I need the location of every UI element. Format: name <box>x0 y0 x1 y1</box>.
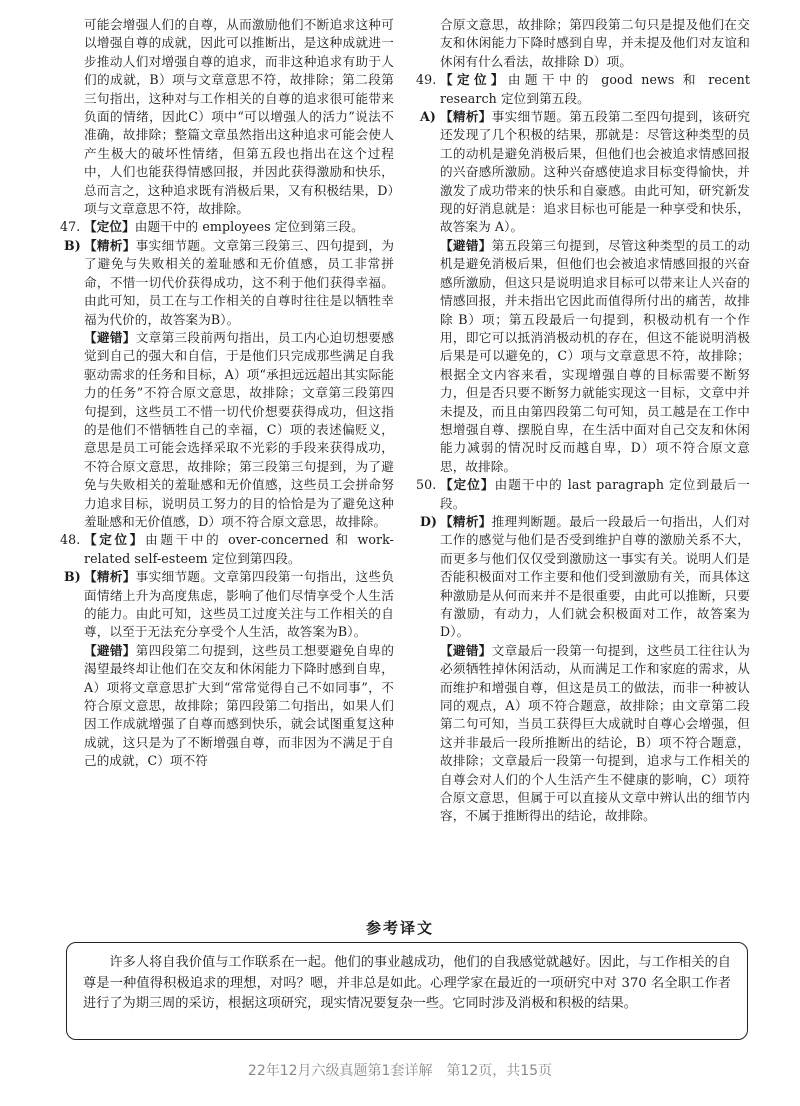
q50-locate-tag: 【定位】 <box>440 477 495 493</box>
q50-error-tag: 【避错】 <box>440 642 492 658</box>
q47-error <box>64 329 394 531</box>
right-column <box>416 16 751 826</box>
translation-box <box>66 942 748 1040</box>
q47-answer: B) <box>64 237 81 253</box>
q49-error <box>420 237 750 476</box>
q50-number: 50. <box>416 477 437 493</box>
q50-answer: D) <box>420 513 438 529</box>
q50-error-text: 文章最后一段第一句提到，这些员工往往认为必须牺牲掉休闲活动，从而满足工作和家庭的需求，从而维护和增强自尊，但这是员工的做法，而非一种被认同的观点，A）项不符合题意，故排除；由文章第二段第二句可知，当员工获得巨大成就时自尊心会增强，但这并非最后一段所推断出的结论，B）项不符合题意，故排除；文章最后一段第一句提到，追求与工作相关的自尊会对人们的个人生活产生不健康的影响，C）项符合原文意思，但属于可以直接从文章中辨认出的细节内容，不属于推断得出的结论，故排除。 <box>440 642 751 824</box>
q49-analysis-text: 事实细节题。第五段第二至四句提到，该研究还发现了几个积极的结果，那就是：尽管这种类型的员工的动机是避免消极后果，但他们也会被追求情感回报的兴奋感所激励。这种兴奋感使追求目标变得愉快，并激发了成功带来的快乐和自豪感。由此可知，研究新发现的好消息就是：追求目标也可能是一种享受和快乐，故答案为 A）。 <box>440 109 751 235</box>
page-footer: 22年12月六级真题第1套详解 第12页，共15页 <box>247 1063 553 1079</box>
section-title: 参考译文 <box>365 919 434 937</box>
q47-error-tag: 【避错】 <box>84 329 136 345</box>
q47-locate <box>60 218 394 236</box>
q48-analysis <box>64 568 394 642</box>
q48-error <box>64 642 394 771</box>
q47-locate-text: 由题干中的 employees 定位到第三段。 <box>134 219 364 235</box>
q46-continuation: 可能会增强人们的自尊，从而激励他们不断追求这种可以增强自尊的成就，因此可以推断出，是这种成就进一步推动人们对增强自尊的追求，而非这种追求有助于人们的成就，B）项与文章意思不符，故排除；第二段第三句指出，这种对与工作相关的自尊的追求很可能带来负面的情绪，因此C）项中“可以增强人的活力”说法不准确，故排除；整篇文章虽然指出这种追求可能会使人产生极大的破坏性情绪，但第五段也指出在这个过程中，人们也能获得情感回报，并因此获得激励和快乐，总而言之，这种追求既有消极后果，又有积极结果，D）项与文章意思不符，故排除。 <box>84 17 394 217</box>
q50-analysis-text: 推理判断题。最后一段最后一句指出，人们对工作的感觉与他们是否受到维护自尊的激励关系不大，而更多与他们仅仅受到激励这一事实有关。说明人们是否能积极面对工作主要和他们受到激励有关，而具体这种激励是从何而来并不是很重要，由此可以推断，只要有激励，有动力，人们就会积极面对工作，故答案为 D）。 <box>440 513 751 640</box>
q50-locate <box>416 476 750 513</box>
q49-locate <box>416 71 750 108</box>
q49-analysis-tag: 【精析】 <box>440 109 492 125</box>
q49-locate-tag: 【定位】 <box>440 72 508 88</box>
q48-analysis-text: 事实细节题。文章第四段第一句指出，这些负面情绪上升为高度焦虑，影响了他们尽情享受个人生活的能力。由此可知，这些员工过度关注与工作相关的自尊，以至于无法充分享受个人生活，故答案为B）。 <box>84 569 395 640</box>
q49-error-tag: 【避错】 <box>440 237 492 253</box>
q50-error <box>420 642 750 826</box>
q47-locate-tag: 【定位】 <box>84 219 135 235</box>
q48-number: 48. <box>60 532 81 548</box>
q48-locate-text: 由题干中的 over-concerned 和 work-related self-esteem 定位到第四段。 <box>84 532 394 566</box>
q48-continuation: 合原文意思，故排除；第四段第二句只是提及他们在交友和休闲能力下降时感到自卑，并未提及他们对友谊和休闲有什么看法，故排除 D）项。 <box>440 17 750 69</box>
translation-text: 许多人将自我价值与工作联系在一起。他们的事业越成功，他们的自我感觉就越好。因此，与工作相关的自尊是一种值得积极追求的理想，对吗？嗯，并非总是如此。心理学家在最近的一项研究中对 370 名全职工作者进行了为期三周的采访，根据这项研究，现实情况要复杂一些。它同时涉及消极和积极的结果。 <box>83 955 731 1011</box>
q49-locate-text: 由题干中的 good news 和 recent research 定位到第五段。 <box>440 72 750 106</box>
q49-number: 49. <box>416 72 437 88</box>
q50-analysis <box>420 513 750 642</box>
q48-error-tag: 【避错】 <box>84 642 136 658</box>
q49-error-text: 第五段第三句提到，尽管这种类型的员工的动机是避免消极后果，但他们也会被追求情感回报的兴奋感所激励，但这只是说明追求目标可以带来让人兴奋的情感回报，并未指出它因此而值得所付出的痛苦，故排除 B）项；第五段最后一句提到，积极动机有一个作用，即它可以抵消消极动机的存在，但这不能说明消极后果是可以避免的，C）项与文章意思不符，故排除；根据全文内容来看，实现增强自尊的目标需要不断努力，但是否只要不断努力就能实现这一目标，文章中并未提及，而且由第四段第二句可知，员工越是在工作中想增强自尊、摆脱自卑，在生活中面对自己交友和休闲能力减弱的情况时反而越自卑，D）项不符合原文意思，故排除。 <box>440 237 751 474</box>
q47-analysis <box>64 237 394 329</box>
q48-locate <box>60 531 394 568</box>
q48-locate-tag: 【定位】 <box>84 532 146 548</box>
q50-analysis-tag: 【精析】 <box>440 513 492 529</box>
q47-number: 47. <box>60 219 81 235</box>
q49-answer: A) <box>420 109 436 125</box>
q47-error-text: 文章第三段前两句指出，员工内心迫切想要感觉到自己的强大和自信，于是他们只完成那些满足自我驱动需求的任务和目标，A）项“承担远远超出其实际能力的任务”不符合原文意思，故排除；文章第三段第四句提到，这些员工不惜一切代价想要获得成功，但这指的是他们不惜牺牲自己的幸福，C）项的表述偏贬义，意思是员工可能会选择采取不光彩的手段来获得成功，不符合原文意思，故排除；第三段第三句提到，为了避免与失败相关的羞耻感和无价值感，这些员工会拼命努力追求目标，说明员工努力的目的恰恰是为了避免这种羞耻感和无价值感，D）项不符合原文意思，故排除。 <box>84 329 395 529</box>
q47-analysis-tag: 【精析】 <box>84 237 136 253</box>
q47-analysis-text: 事实细节题。文章第三段第三、四句提到，为了避免与失败相关的羞耻感和无价值感，员工非常拼命，不惜一切代价获得成功，这不利于他们获得幸福。由此可知，员工在与工作相关的自尊时往往是以牺牲幸福为代价的，故答案为B）。 <box>84 237 395 327</box>
q50-locate-text: 由题干中的 last paragraph 定位到最后一段。 <box>440 477 750 511</box>
left-column <box>60 16 395 771</box>
q48-answer: B) <box>64 569 81 585</box>
q48-error-text: 第四段第二句提到，这些员工想要避免自卑的渴望最终却让他们在交友和休闲能力下降时感到自卑，A）项将文章意思扩大到“常常觉得自己不如同事”，不符合原文意思，故排除；第四段第二句指出，如果人们因工作成就增强了自尊而感到快乐，就会试图重复这种成就，这只是为了不断增强自尊，而非因为不满足于自己的成就，C）项不符 <box>84 642 395 769</box>
q49-analysis <box>420 108 750 237</box>
q48-analysis-tag: 【精析】 <box>84 569 136 585</box>
